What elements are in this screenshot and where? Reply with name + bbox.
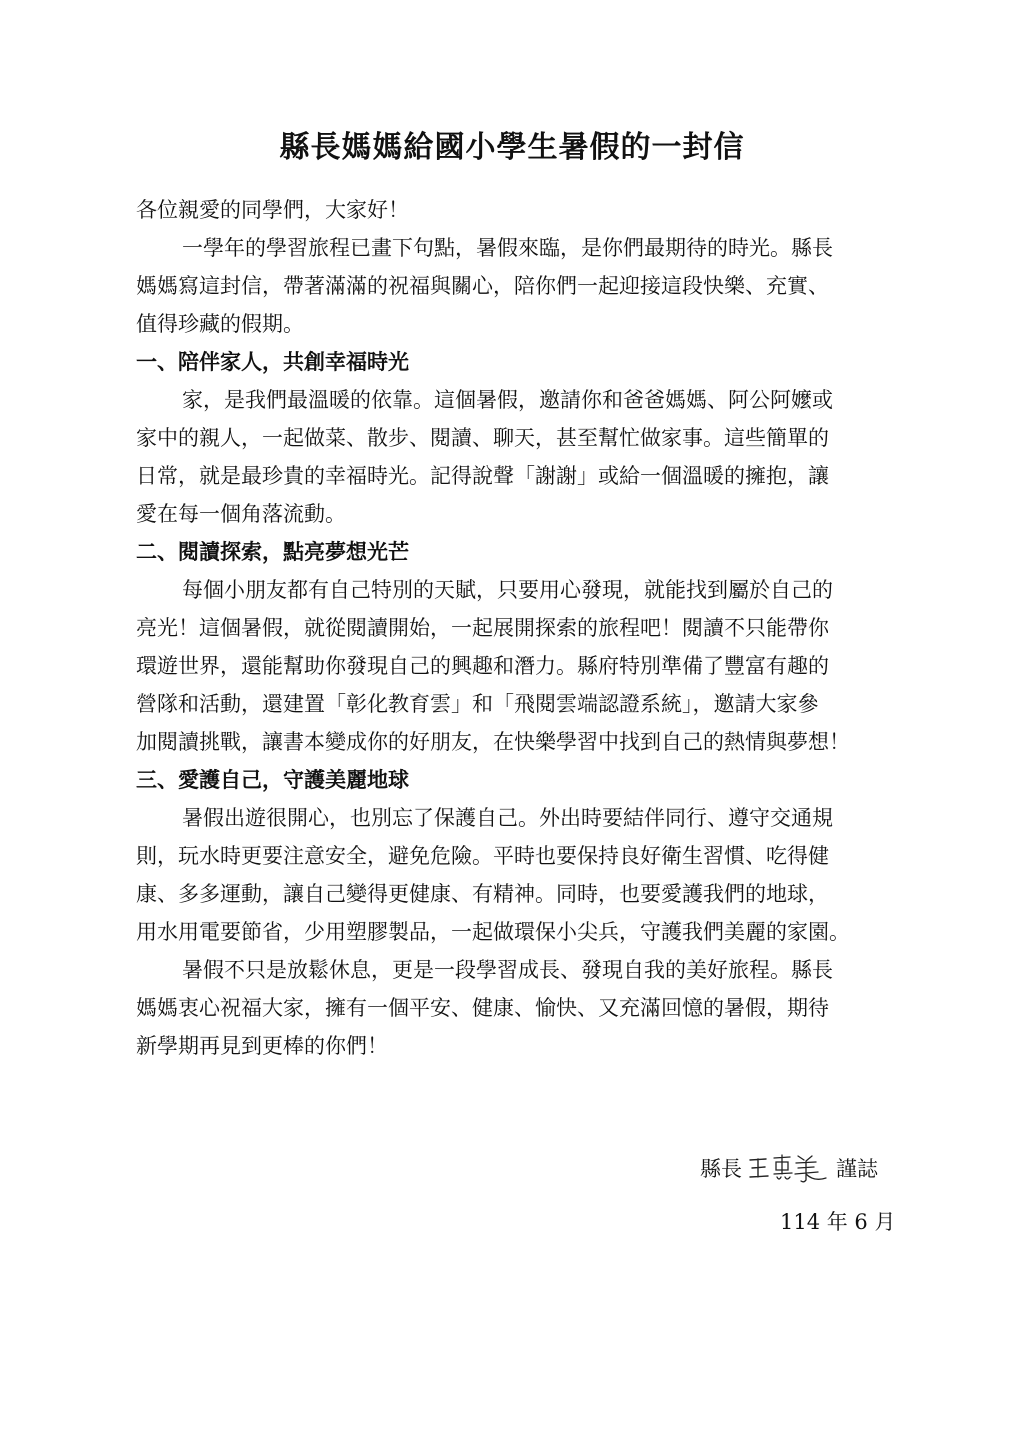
section1-line: 愛在每一個角落流動。 (136, 502, 346, 526)
section1-line: 家中的親人，一起做菜、散步、閱讀、聊天，甚至幫忙做家事。這些簡單的 (136, 426, 829, 450)
handwritten-signature (746, 1150, 832, 1186)
section3-line: 暑假出遊很開心，也別忘了保護自己。外出時要結伴同行、遵守交通規 (182, 806, 833, 830)
section-heading-reading: 二、閱讀探索，點亮夢想光芒 (136, 539, 409, 564)
closing-line: 媽媽衷心祝福大家，擁有一個平安、健康、愉快、又充滿回憶的暑假，期待 (136, 996, 829, 1020)
section1-line: 家，是我們最溫暖的依靠。這個暑假，邀請你和爸爸媽媽、阿公阿嬤或 (182, 388, 833, 412)
intro-line: 媽媽寫這封信，帶著滿滿的祝福與關心，陪你們一起迎接這段快樂、充實、 (136, 274, 829, 298)
letter-title: 縣長媽媽給國小學生暑假的一封信 (279, 130, 745, 165)
section3-line: 康、多多運動，讓自己變得更健康、有精神。同時，也要愛護我們的地球， (136, 882, 829, 906)
section-heading-family: 一、陪伴家人，共創幸福時光 (136, 349, 409, 374)
section1-line: 日常，就是最珍貴的幸福時光。記得說聲「謝謝」或給一個溫暖的擁抱，讓 (136, 464, 829, 488)
section3-line: 則，玩水時更要注意安全，避免危險。平時也要保持良好衛生習慣、吃得健 (136, 844, 829, 868)
section3-line: 用水用電要節省，少用塑膠製品，一起做環保小尖兵，守護我們美麗的家園。 (136, 920, 850, 944)
signature-row (700, 1150, 878, 1186)
section2-line: 營隊和活動，還建置「彰化教育雲」和「飛閱雲端認證系統」，邀請大家參 (136, 692, 819, 716)
intro-line: 一學年的學習旅程已畫下句點，暑假來臨，是你們最期待的時光。縣長 (182, 236, 833, 260)
closing-line: 新學期再見到更棒的你們！ (136, 1034, 388, 1058)
section-heading-safety: 三、愛護自己，守護美麗地球 (136, 767, 409, 792)
letter-date: 114 年 6 月 (780, 1210, 896, 1234)
signature-title: 縣長 (700, 1157, 742, 1181)
closing-line: 暑假不只是放鬆休息，更是一段學習成長、發現自我的美好旅程。縣長 (182, 958, 833, 982)
intro-line: 值得珍藏的假期。 (136, 312, 304, 336)
section2-line: 環遊世界，還能幫助你發現自己的興趣和潛力。縣府特別準備了豐富有趣的 (136, 654, 829, 678)
section2-line: 每個小朋友都有自己特別的天賦，只要用心發現，就能找到屬於自己的 (182, 578, 833, 602)
section2-line: 加閱讀挑戰，讓書本變成你的好朋友，在快樂學習中找到自己的熱情與夢想！ (136, 730, 850, 754)
section2-line: 亮光！這個暑假，就從閱讀開始，一起展開探索的旅程吧！閱讀不只能帶你 (136, 616, 829, 640)
greeting: 各位親愛的同學們，大家好！ (136, 198, 409, 222)
signature-closing: 謹誌 (836, 1157, 878, 1181)
letter-body (136, 196, 930, 1060)
